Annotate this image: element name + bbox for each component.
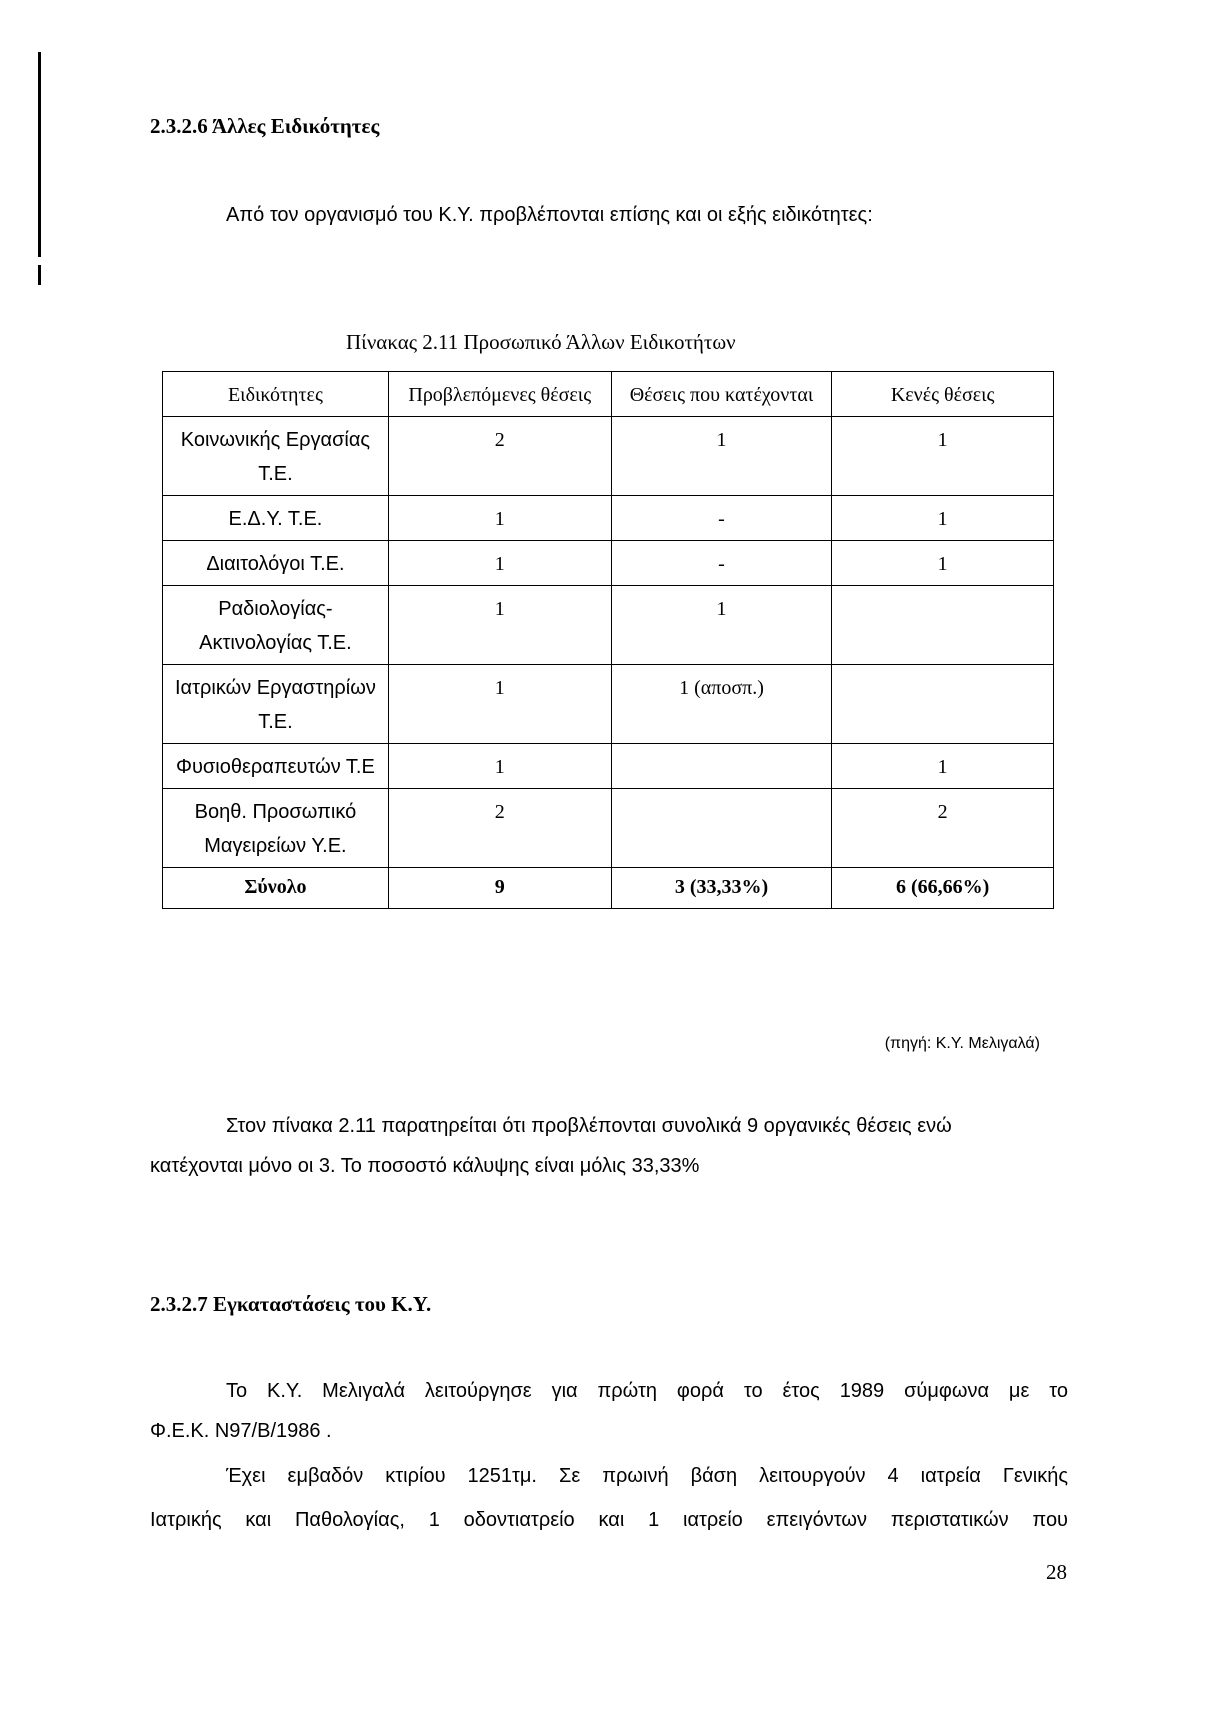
table-row [163, 744, 1054, 789]
margin-line-bottom [38, 265, 41, 285]
cell-planned: 1 [388, 541, 611, 586]
cell-specialty: Ε.Δ.Υ. Τ.Ε. [163, 496, 389, 541]
page-number: 28 [1046, 1560, 1067, 1584]
cell-occupied [611, 744, 832, 789]
cell-planned: 1 [388, 496, 611, 541]
cell-planned: 1 [388, 586, 611, 665]
section-heading-facilities: 2.3.2.7 Εγκαταστάσεις του Κ.Υ. [150, 1292, 432, 1316]
commentary-line-1: Στον πίνακα 2.11 παρατηρείται ότι προβλέπονται συνολικά 9 οργανικές θέσεις ενώ [226, 1115, 952, 1137]
table-caption: Πίνακας 2.11 Προσωπικό Άλλων Ειδικοτήτων [346, 330, 736, 354]
cell-specialty: Φυσιοθεραπευτών Τ.Ε [163, 744, 389, 789]
table-header-row [163, 372, 1054, 417]
cell-specialty: Βοηθ. Προσωπικό Μαγειρείων Υ.Ε. [163, 789, 389, 868]
table-row [163, 541, 1054, 586]
section-heading-other-specialties: 2.3.2.6 Άλλες Ειδικότητες [150, 114, 380, 138]
header-occupied-positions: Θέσεις που κατέχονται [611, 372, 832, 417]
cell-specialty: Ραδιολογίας- Ακτινολογίας Τ.Ε. [163, 586, 389, 665]
cell-planned: 1 [388, 744, 611, 789]
cell-total-vacant: 6 (66,66%) [832, 868, 1054, 909]
cell-vacant [832, 586, 1054, 665]
table-row [163, 789, 1054, 868]
table-source-note: (πηγή: Κ.Υ. Μελιγαλά) [884, 1035, 1040, 1052]
table-row [163, 586, 1054, 665]
cell-occupied [611, 789, 832, 868]
cell-total-label: Σύνολο [163, 868, 389, 909]
staff-table [162, 371, 1054, 909]
table-row [163, 496, 1054, 541]
cell-vacant: 1 [832, 496, 1054, 541]
facilities-paragraph-2-line-1: Έχει εμβαδόν κτιρίου 1251τμ. Σε πρωινή βάση λειτουργούν 4 ιατρεία Γενικής [226, 1465, 1068, 1487]
cell-occupied: 1 [611, 417, 832, 496]
margin-line-top [38, 52, 41, 257]
facilities-paragraph-1-line-1: Το Κ.Υ. Μελιγαλά λειτούργησε για πρώτη φορά το έτος 1989 σύμφωνα με το [226, 1380, 1068, 1402]
commentary-line-2: κατέχονται μόνο οι 3. Το ποσοστό κάλυψης είναι μόλις 33,33% [150, 1155, 700, 1177]
cell-vacant: 1 [832, 417, 1054, 496]
cell-occupied: - [611, 541, 832, 586]
table-row [163, 665, 1054, 744]
header-planned-positions: Προβλεπόμενες θέσεις [388, 372, 611, 417]
cell-vacant: 1 [832, 541, 1054, 586]
table-row [163, 417, 1054, 496]
cell-specialty: Διαιτολόγοι Τ.Ε. [163, 541, 389, 586]
cell-vacant: 2 [832, 789, 1054, 868]
cell-occupied: 1 (αποσπ.) [611, 665, 832, 744]
facilities-paragraph-1-line-2: Φ.Ε.Κ. Ν97/Β/1986 . [150, 1420, 332, 1442]
header-specialties: Ειδικότητες [163, 372, 389, 417]
cell-specialty: Ιατρικών Εργαστηρίων Τ.Ε. [163, 665, 389, 744]
cell-occupied: 1 [611, 586, 832, 665]
header-vacant-positions: Κενές θέσεις [832, 372, 1054, 417]
cell-occupied: - [611, 496, 832, 541]
cell-planned: 1 [388, 665, 611, 744]
cell-planned: 2 [388, 789, 611, 868]
cell-total-planned: 9 [388, 868, 611, 909]
table-total-row [163, 868, 1054, 909]
cell-vacant: 1 [832, 744, 1054, 789]
cell-total-occupied: 3 (33,33%) [611, 868, 832, 909]
intro-text: Από τον οργανισμό του Κ.Υ. προβλέπονται επίσης και οι εξής ειδικότητες: [226, 204, 873, 226]
cell-planned: 2 [388, 417, 611, 496]
cell-specialty: Κοινωνικής Εργασίας Τ.Ε. [163, 417, 389, 496]
facilities-paragraph-2-line-2: Ιατρικής και Παθολογίας, 1 οδοντιατρείο και 1 ιατρείο επειγόντων περιστατικών που [150, 1509, 1068, 1531]
cell-vacant [832, 665, 1054, 744]
